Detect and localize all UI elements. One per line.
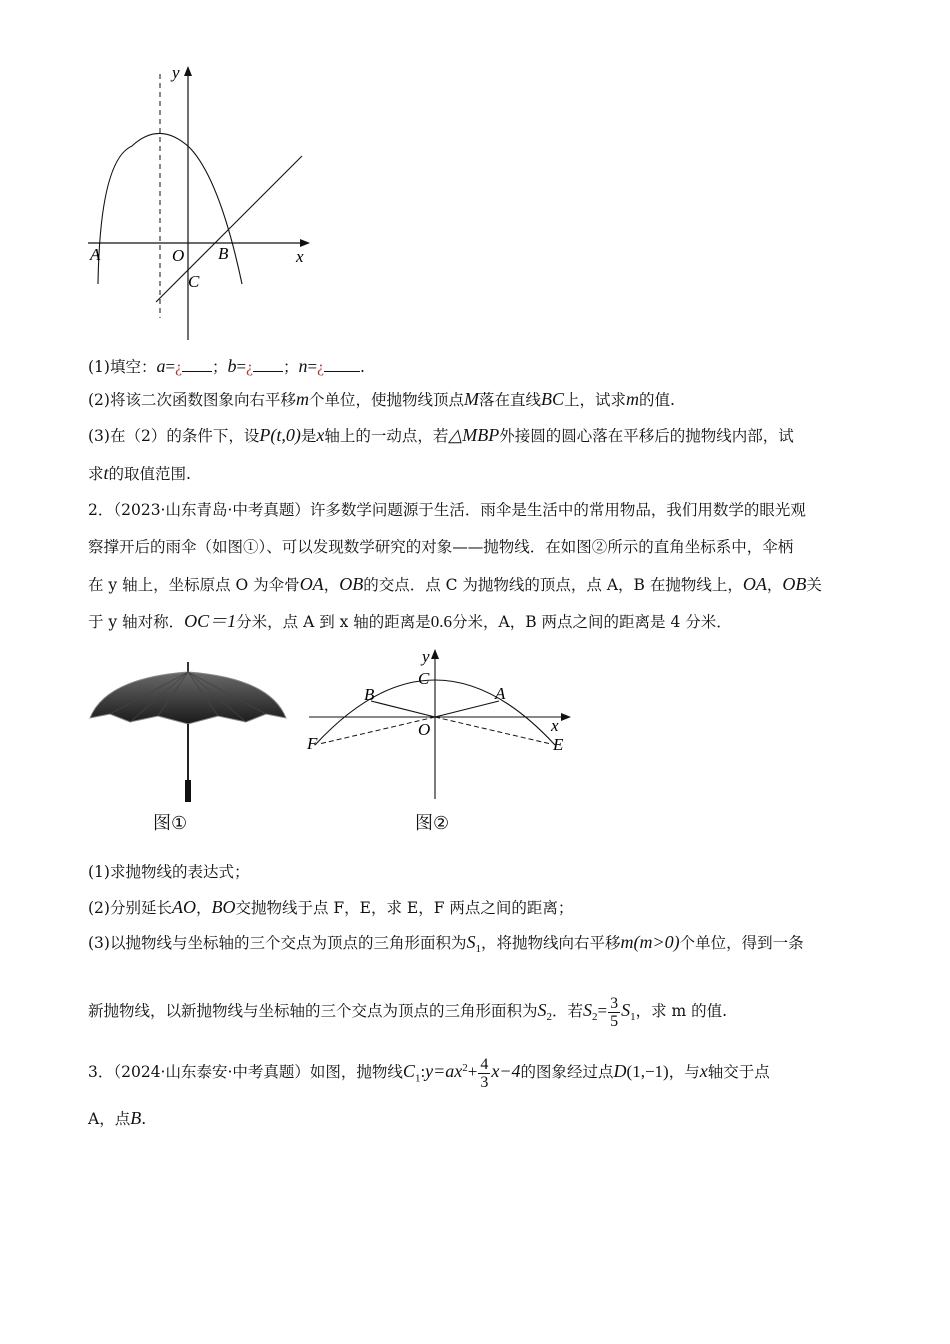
x-axis-arrow-icon (300, 239, 310, 247)
label-a: A (90, 245, 101, 264)
sep-a: ； (211, 358, 228, 376)
label-c: C (188, 272, 200, 291)
q2-part3-l2-c: ，求 m 的值. (635, 1002, 728, 1020)
seg-BO: BO (211, 897, 236, 917)
seg-OC: OC＝1 (184, 611, 237, 631)
q3-var-B: B (130, 1108, 142, 1128)
fig2-label-x: x (551, 716, 559, 735)
fraction-three-fifths (608, 995, 620, 1030)
q1-part3-l2-prefix: 求 (88, 465, 104, 483)
q1-part3-prefix: (3)在（2）的条件下，设 (88, 427, 260, 445)
q3-line1-a: 3．（2024·山东泰安·中考真题）如图，抛物线 (88, 1063, 403, 1082)
seg-OE-dashed (435, 717, 551, 744)
label-o: O (172, 246, 185, 265)
q2-line2: 察撑开后的雨伞（如图①）、可以发现数学研究的对象——抛物线．在如图②所示的直角坐标系中，伞柄 (88, 538, 794, 556)
q2-part2-a: (2)分别延长 (88, 899, 172, 917)
q1-part2-mid: 个单位，使抛物线顶点 (308, 391, 464, 409)
var-BC: BC (541, 389, 565, 409)
q2-line4 (88, 611, 732, 632)
q2-part3-b: ，将抛物线向右平移 (480, 934, 621, 952)
var-b: b (227, 356, 237, 376)
q1-part3-l2-end: 的取值范围. (108, 465, 191, 483)
mark-a: ¿ (175, 359, 182, 376)
comma2: ， (766, 576, 783, 594)
q3-line2 (88, 1108, 146, 1129)
q1-part3-mid: 是 (300, 427, 317, 445)
eq-b: = (236, 357, 247, 376)
q2-part2 (88, 897, 573, 918)
fig2-label-c: C (418, 669, 430, 688)
q2-line1: 2．（2023·山东青岛·中考真题）许多数学问题源于生活．雨伞是生活中的常用物品，我们用数学的眼光观 (88, 501, 806, 519)
q3-frac-num: 4 (480, 1055, 489, 1073)
figure-umbrella-coords (305, 645, 580, 805)
end-dot: . (359, 358, 365, 376)
q2-line3-a: 在 y 轴上，坐标原点 O 为伞骨 (88, 576, 300, 594)
triangle-MBP: △MBP (448, 425, 500, 445)
var-m2: m (626, 389, 640, 409)
fig2-y-arrow-icon (431, 649, 439, 659)
label-x: x (296, 247, 304, 266)
sub-1: 1 (475, 943, 481, 956)
sep-b: ； (282, 358, 299, 376)
d-coords: (1,−1) (626, 1062, 669, 1082)
colon: : (420, 1062, 426, 1082)
eq-sub-1: 1 (630, 1011, 636, 1024)
q2-line3-b: 的交点．点 C 为抛物线的顶点，点 A，B 在抛物线上， (363, 576, 743, 594)
cond-m-positive: (m>0) (633, 932, 680, 952)
figure-parabola-line (80, 60, 320, 350)
plus: + (467, 1062, 478, 1082)
var-M: M (463, 389, 479, 409)
q2-part3-c: 个单位，得到一条 (679, 934, 804, 952)
var-m: m (295, 389, 309, 409)
var-x: x (316, 425, 325, 445)
var-D: D (613, 1061, 627, 1082)
line-bc (156, 156, 302, 302)
blank-b[interactable] (253, 357, 283, 372)
seg-OB2: OB (782, 574, 807, 594)
q2-part1: (1)求抛物线的表达式； (88, 863, 250, 881)
mark-b: ¿ (246, 359, 253, 376)
frac-num: 3 (610, 994, 619, 1012)
q3-line1-b: 的图象经过点 (520, 1063, 614, 1082)
q2-part3-a: (3)以抛物线与坐标轴的三个交点为顶点的三角形面积为 (88, 934, 467, 952)
q2-part3-l2-a: 新抛物线，以新抛物线与坐标轴的三个交点为顶点的三角形面积为 (88, 1002, 538, 1020)
var-P: P (259, 425, 271, 445)
mark-n: ¿ (317, 359, 324, 376)
var-t: t (103, 463, 109, 483)
eq-a: = (165, 357, 176, 376)
fig2-label-f: F (307, 734, 318, 753)
fig2-x-arrow-icon (561, 713, 571, 721)
q1-part3-mid2: 轴上的一动点，若 (324, 427, 449, 445)
q3-line1-c: ，与 (668, 1063, 700, 1082)
q2-part3-line1 (88, 932, 804, 959)
q1-part1 (88, 356, 365, 378)
eq-part-b: x−4 (491, 1061, 521, 1082)
seg-OB: OB (339, 574, 364, 594)
q1-part2-end: 的值. (639, 391, 675, 409)
fig2-label-a: A (495, 684, 506, 703)
q3-period: . (141, 1110, 147, 1128)
q2-line4-a: 于 y 轴对称． (88, 613, 185, 631)
eq-S1: S (621, 1000, 631, 1020)
var-S1: S (466, 932, 476, 952)
q2-line4-c: 分米，A，B 两点之间的距离是 4 分米． (452, 613, 732, 631)
label-b: B (218, 244, 229, 263)
q2-line3-c: 关 (806, 576, 822, 594)
label-y: y (172, 63, 180, 82)
eq-sign: = (597, 1001, 608, 1020)
p-coords: (t,0) (270, 425, 301, 445)
seg-OA2: OA (742, 574, 767, 594)
frac-den: 5 (610, 1012, 619, 1030)
fig1-caption: 图① (153, 813, 188, 834)
value-06: 0.6 (430, 612, 453, 631)
sub-2: 2 (546, 1011, 553, 1024)
q1-part3-end: 外接圆的圆心落在平移后的抛物线内部，试 (499, 427, 794, 445)
blank-n[interactable] (324, 357, 360, 372)
q2-part3-l2-b: ．若 (552, 1002, 584, 1020)
fraction-four-thirds (478, 1056, 490, 1091)
eq-part-a: y=ax (425, 1061, 463, 1082)
q1-part2-mid2: 落在直线 (478, 391, 541, 409)
seg-AO: AO (171, 897, 196, 917)
var-a: a (156, 356, 166, 376)
q2-part3-line2 (88, 992, 727, 1028)
q1-part2-mid3: 上，试求 (564, 391, 627, 409)
q3-frac-den: 3 (480, 1073, 489, 1091)
square: 2 (462, 1062, 468, 1074)
y-axis-arrow-icon (184, 66, 192, 76)
q2-part2-b: 交抛物线于点 F，E，求 E，F 两点之间的距离； (235, 899, 574, 917)
var-n: n (298, 356, 308, 376)
q1-part3-line2 (88, 463, 191, 484)
seg-OB-line (371, 701, 435, 717)
q3-var-x: x (699, 1061, 708, 1082)
fig2-label-y: y (422, 647, 430, 666)
umbrella-image (86, 660, 291, 808)
q3-line1-d: 轴交于点 (707, 1063, 770, 1082)
var-m-shift: m (620, 932, 634, 952)
fig2-label-e: E (553, 735, 564, 754)
var-C1: C (402, 1061, 415, 1082)
q2-line4-b: 分米，点 A 到 x 轴的距离是 (236, 613, 431, 631)
blank-a[interactable] (182, 357, 212, 372)
q3-line1 (88, 1050, 770, 1091)
q1-part2 (88, 389, 675, 410)
q2-line3 (88, 574, 822, 595)
q2-part2-comma: ， (195, 899, 212, 917)
q3-line2-a: A，点 (88, 1110, 131, 1128)
eq-n: = (307, 357, 318, 376)
seg-OA: OA (299, 574, 324, 594)
q1-part2-prefix: (2)将该二次函数图象向右平移 (88, 391, 296, 409)
fig2-label-o: O (418, 720, 431, 739)
seg-OA-line (435, 701, 499, 717)
eq-sub-2: 2 (592, 1011, 598, 1024)
c1-sub: 1 (414, 1072, 421, 1085)
comma1: ， (323, 576, 340, 594)
fig2-label-b: B (364, 685, 375, 704)
eq-S2: S (583, 1000, 593, 1020)
q1-part1-prefix: (1)填空： (88, 358, 157, 376)
fig2-caption: 图② (415, 813, 450, 834)
var-S2: S (537, 1000, 547, 1020)
q1-part3-line1 (88, 425, 794, 446)
